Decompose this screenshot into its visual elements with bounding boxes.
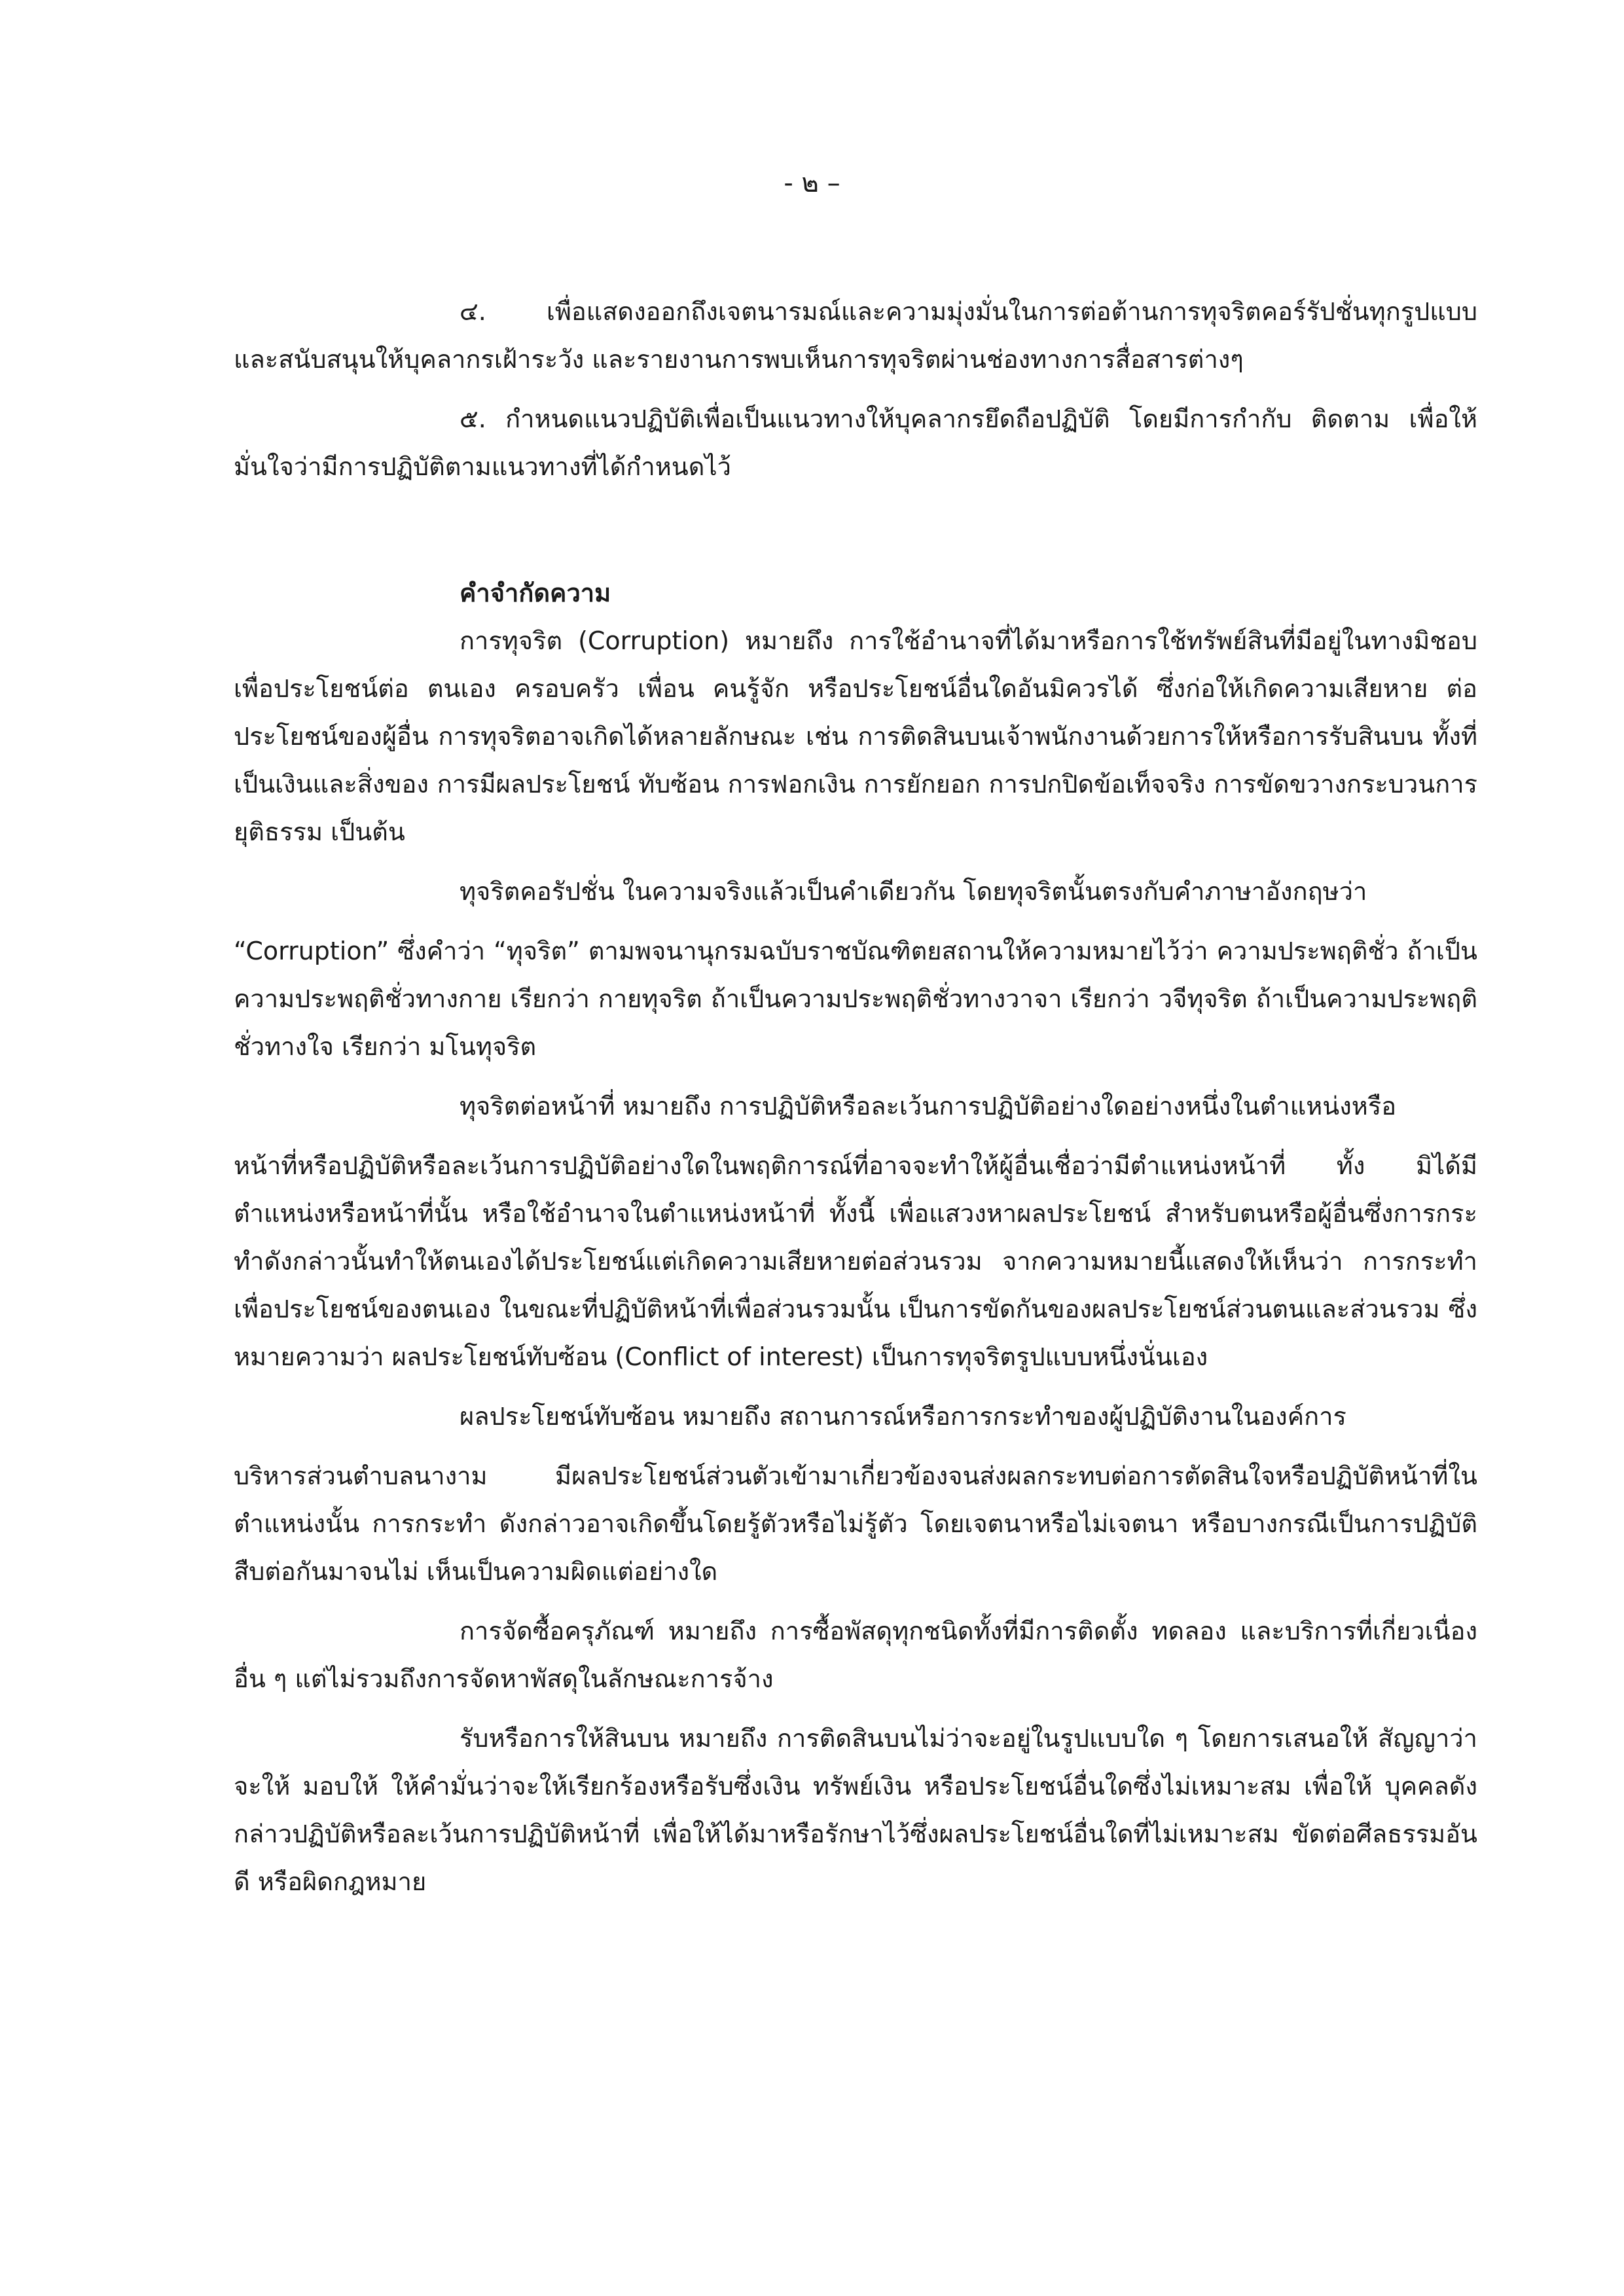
page-number: - ๒ – <box>784 168 840 198</box>
paragraph-def-corruption-thai-lead: ทุจริตคอรัปชั่น ในความจริงแล้วเป็นคำเดียวกัน โดยทุจริตนั้นตรงกับคำภาษาอังกฤษว่า <box>460 877 1367 906</box>
paragraph-def-corruption: การทุจริต (Corruption) หมายถึง การใช้อำนาจที่ได้มาหรือการใช้ทรัพย์สินที่มีอยู่ในทางมิชอบ เพื่อประโยชน์ต่อ ตนเอง ครอบครัว เพื่อน คนรู้จัก หรือประโยชน์อื่นใดอันมิควรได้ ซึ่งก่อให้เกิดความเสียหาย ต่อประโยชน์ของผู้อื่น การทุจริตอาจเกิดได้หลายลักษณะ เช่น การติดสินบนเจ้าพนักงานด้วยการให้หรือการรับสินบน ทั้งที่เป็นเงินและสิ่งของ การมีผลประโยชน์ ทับซ้อน การฟอกเงิน การยักยอก การปกปิดข้อเท็จจริง การขัดขวางกระบวนการยุติธรรม เป็นต้น <box>234 626 1477 846</box>
paragraph-def-conflict-body: บริหารส่วนตำบลนางาม มีผลประโยชน์ส่วนตัวเข้ามาเกี่ยวข้องจนส่งผลกระทบต่อการตัดสินใจหรือปฏิบัติหน้าที่ในตำแหน่งนั้น การกระทำ ดังกล่าวอาจเกิดขึ้นโดยรู้ตัวหรือไม่รู้ตัว โดยเจตนาหรือไม่เจตนา หรือบางกรณีเป็นการปฏิบัติสืบต่อกันมาจนไม่ เห็นเป็นความผิดแต่อย่างใด <box>234 1462 1477 1586</box>
paragraph-def-procurement: การจัดซื้อครุภัณฑ์ หมายถึง การซื้อพัสดุทุกชนิดทั้งที่มีการติดตั้ง ทดลอง และบริการที่เกี่ยวเนื่องอื่น ๆ แต่ไม่รวมถึงการจัดหาพัสดุในลักษณะการจ้าง <box>234 1617 1477 1693</box>
paragraph-objective-5: ๕. กำหนดแนวปฏิบัติเพื่อเป็นแนวทางให้บุคลากรยึดถือปฏิบัติ โดยมีการกำกับ ติดตาม เพื่อให้มั่นใจว่ามีการปฏิบัติตามแนวทางที่ได้กำหนดไว้ <box>234 404 1477 481</box>
paragraph-def-corruption-thai-body: “Corruption” ซึ่งคำว่า “ทุจริต” ตามพจนานุกรมฉบับราชบัณฑิตยสถานให้ความหมายไว้ว่า ความประพฤติชั่ว ถ้าเป็นความประพฤติชั่วทางกาย เรียกว่า กายทุจริต ถ้าเป็นความประพฤติชั่วทางวาจา เรียกว่า วจีทุจริต ถ้าเป็นความประพฤติชั่วทางใจ เรียกว่า มโนทุจริต <box>234 937 1477 1061</box>
paragraph-def-conflict-lead: ผลประโยชน์ทับซ้อน หมายถึง สถานการณ์หรือการกระทำของผู้ปฏิบัติงานในองค์การ <box>460 1402 1346 1431</box>
document-body <box>234 288 1477 1906</box>
paragraph-def-bribery: รับหรือการให้สินบน หมายถึง การติดสินบนไม่ว่าจะอยู่ในรูปแบบใด ๆ โดยการเสนอให้ สัญญาว่า จะให้ มอบให้ ให้คำมั่นว่าจะให้เรียกร้องหรือรับซึ่งเงิน ทรัพย์เงิน หรือประโยชน์อื่นใดซึ่งไม่เหมาะสม เพื่อให้ บุคคลดังกล่าวปฏิบัติหรือละเว้นการปฏิบัติหน้าที่ เพื่อให้ได้มาหรือรักษาไว้ซึ่งผลประโยชน์อื่นใดที่ไม่เหมาะสม ขัดต่อศีลธรรมอันดี หรือผิดกฎหมาย <box>234 1724 1477 1896</box>
section-heading-definitions: คำจำกัดความ <box>460 579 611 607</box>
paragraph-def-duty-body: หน้าที่หรือปฏิบัติหรือละเว้นการปฏิบัติอย่างใดในพฤติการณ์ที่อาจจะทำให้ผู้อื่นเชื่อว่ามีตำแหน่งหน้าที่ ทั้ง มิได้มีตำแหน่งหรือหน้าที่นั้น หรือใช้อำนาจในตำแหน่งหน้าที่ ทั้งนี้ เพื่อแสวงหาผลประโยชน์ สำหรับตนหรือผู้อื่นซึ่งการกระทำดังกล่าวนั้นทำให้ตนเองได้ประโยชน์แต่เกิดความเสียหายต่อส่วนรวม จากความหมายนี้แสดงให้เห็นว่า การกระทำเพื่อประโยชน์ของตนเอง ในขณะที่ปฏิบัติหน้าที่เพื่อส่วนรวมนั้น เป็นการขัดกันของผลประโยชน์ส่วนตนและส่วนรวม ซึ่งหมายความว่า ผลประโยชน์ทับซ้อน (Conflict of interest) เป็นการทุจริตรูปแบบหนึ่งนั่นเอง <box>234 1151 1477 1371</box>
paragraph-objective-4: ๔. เพื่อแสดงออกถึงเจตนารมณ์และความมุ่งมั่นในการต่อต้านการทุจริตคอร์รัปชั่นทุกรูปแบบ และสนับสนุนให้บุคลากรเฝ้าระวัง และรายงานการพบเห็นการทุจริตผ่านช่องทางการสื่อสารต่างๆ <box>234 297 1477 374</box>
paragraph-def-duty-lead: ทุจริตต่อหน้าที่ หมายถึง การปฏิบัติหรือละเว้นการปฏิบัติอย่างใดอย่างหนึ่งในตำแหน่งหรือ <box>460 1092 1397 1121</box>
